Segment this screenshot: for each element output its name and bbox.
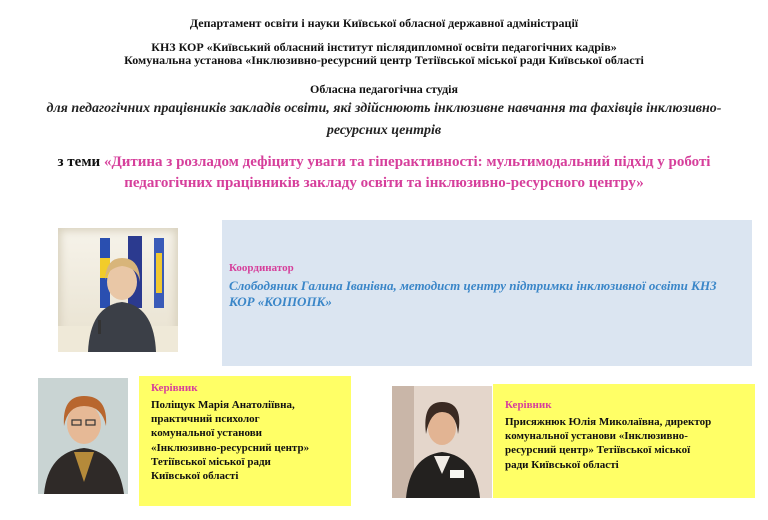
leader-details-2	[505, 415, 751, 472]
leader-photo-2-illustration	[392, 386, 492, 498]
audience-text: для педагогічних працівників закладів освіти, які здійснюють інклюзивне навчання та фахівців інклюзивно-ресурсних центрів	[46, 101, 722, 138]
leader-role-1: Керівник	[151, 382, 198, 394]
leader-photo-2	[392, 386, 492, 498]
coordinator-role: Координатор	[229, 262, 294, 274]
leader-1-line: комунальної установи	[151, 427, 262, 440]
header-irc: Комунальна установа «Інклюзивно-ресурсний центр Тетіївської міської ради Київської області	[124, 53, 644, 67]
studio-title: Обласна педагогічна студія	[310, 82, 458, 96]
leader-2-line: комунальної установи «Інклюзивно-	[505, 430, 688, 443]
leader-2-line: Присяжнюк Юлія Миколаївна, директор	[505, 416, 712, 428]
leader-1-line: практичний психолог	[151, 413, 260, 426]
leader-photo-1-illustration	[38, 378, 128, 494]
topic-title: «Дитина з розладом дефіциту уваги та гіперактивності: мультимодальний підхід у роботі педагогічних працівників закладу освіти та інклюзивно-ресурсного центру»	[103, 154, 711, 191]
leader-role-2: Керівник	[505, 399, 552, 411]
leader-1-line: «Інклюзивно-ресурсний центр»	[151, 441, 310, 454]
leader-1-line: Поліщук Марія Анатоліївна,	[151, 399, 295, 411]
coordinator-photo-illustration	[58, 228, 178, 352]
leader-1-line: Київської області	[151, 470, 239, 483]
leader-1-line: Тетіївської міської ради	[151, 455, 271, 468]
leader-details-1	[151, 398, 347, 483]
coordinator-photo	[58, 228, 178, 352]
leader-2-line: ради Київської області	[505, 458, 619, 471]
coordinator-name: Слободяник Галина Іванівна, методист центру підтримки інклюзивної освіти КНЗ КОР «КОІПОПК»	[229, 278, 717, 309]
header-department: Департамент освіти і науки Київської обласної державної адміністрації	[189, 16, 579, 30]
header-institute: КНЗ КОР «Київський обласний інститут післядипломної освіти педагогічних кадрів»	[151, 40, 617, 54]
leader-2-line: ресурсний центр» Тетіївської міської	[505, 444, 691, 457]
topic	[20, 152, 748, 194]
topic-lead: з теми	[57, 154, 101, 170]
leader-photo-1	[38, 378, 128, 494]
